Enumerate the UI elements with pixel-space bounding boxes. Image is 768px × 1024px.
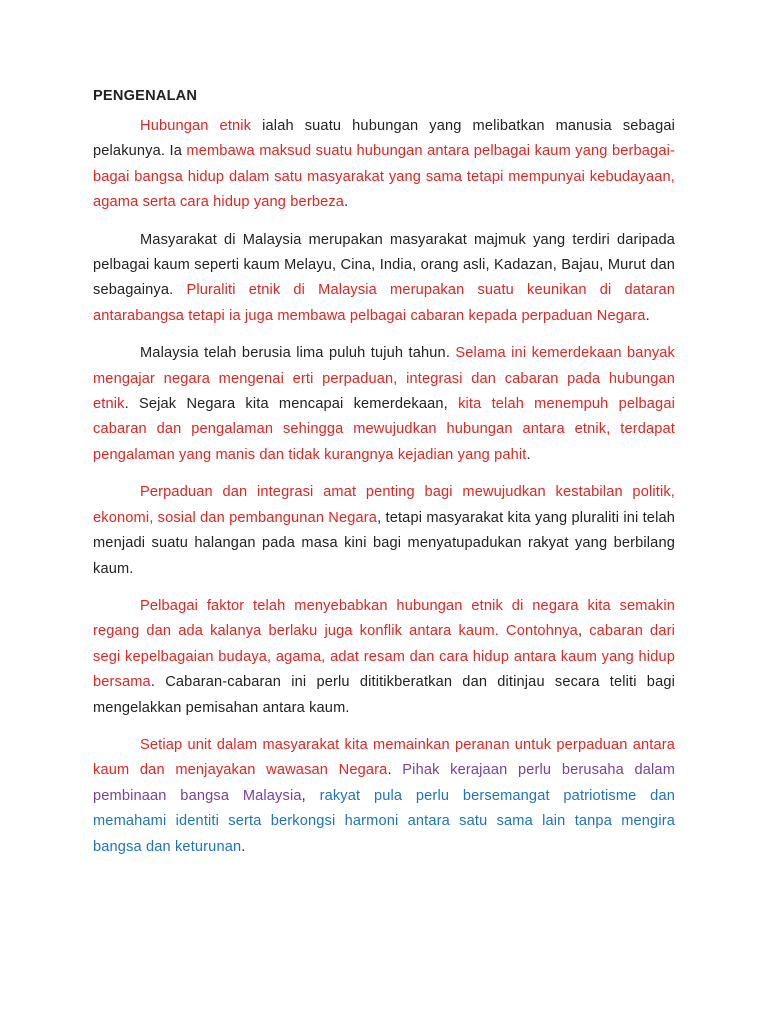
text-segment: . [526,446,531,463]
text-segment: Hubungan etnik [140,118,252,134]
text-segment: . Sejak Negara kita mencapai kemerdekaan, [124,396,459,413]
text-segment: Pelbagai faktor telah menyebabkan hubungan etnik di negara kita semakin regang dan ada kalanya berlaku juga konflik antara kaum. Contohnya [93,597,675,640]
text-segment: . [645,307,650,324]
text-segment: membawa maksud suatu hubungan antara pelbagai kaum yang berbagai-bagai bangsa hidup dalam satu masyarakat yang sama tetapi mempunyai kebudayaan, agama serta cara hidup yang berbeza [93,143,675,211]
text-segment: Setiap unit dalam masyarakat kita memainkan peranan untuk perpaduan antara kaum dan menjayakan wawasan Negara [93,736,675,779]
text-segment: Selama ini kemerdekaan banyak mengajar negara mengenai erti perpaduan, integrasi dan cabaran pada hubungan etnik [93,345,675,413]
paragraph [93,480,675,582]
section-heading: PENGENALAN [93,88,198,104]
text-segment: rakyat pula perlu bersemangat patriotisme dan memahami identiti serta berkongsi harmoni antara satu sama lain tanpa mengira bangsa dan keturunan [93,787,675,855]
paragraph [93,733,675,860]
text-segment: . [387,762,403,779]
paragraph [93,594,675,721]
text-segment: , tetapi masyarakat kita yang pluraliti ini telah menjadi suatu halangan pada masa kini bagi menyatupadukan rakyat yang berbilang kaum. [93,509,675,577]
text-segment: Malaysia telah berusia lima puluh tujuh tahun. [140,345,456,362]
text-segment: Perpaduan dan integrasi amat penting bagi mewujudkan kestabilan politik, ekonomi, sosial dan pembangunan Negara [93,484,675,526]
paragraph-list [93,114,675,860]
paragraph [93,341,675,468]
text-segment: . Cabaran-cabaran ini perlu dititikberatkan dan ditinjau secara teliti bagi mengelakkan pemisahan antara kaum. [93,674,675,716]
paragraph [93,114,675,216]
text-segment: . [241,838,246,855]
text-segment: , [301,787,320,804]
text-segment: Masyarakat di Malaysia merupakan masyarakat majmuk yang terdiri daripada pelbagai kaum seperti kaum Melayu, Cina, India, orang asli, Kadazan, Bajau, Murut dan sebagainya. [93,231,675,299]
text-segment: ialah suatu hubungan yang melibatkan manusia sebagai pelakunya. Ia [93,118,675,160]
text-segment: cabaran dari segi kepelbagaian budaya, agama, adat resam dan cara hidup antara kaum yang hidup bersama [93,623,675,691]
paragraph [93,228,675,330]
text-segment: Pihak kerajaan perlu berusaha dalam pembinaan bangsa Malaysia [93,762,676,804]
text-segment: , [577,623,590,640]
document-body [93,86,675,872]
text-segment: Pluraliti etnik di Malaysia merupakan suatu keunikan di dataran antarabangsa tetapi ia juga membawa pelbagai cabaran kepada perpaduan Negara [93,282,675,324]
text-segment: kita telah menempuh pelbagai cabaran dan pengalaman sehingga mewujudkan hubungan antara etnik, terdapat pengalaman yang manis dan tidak kurangnya kejadian yang pahit [93,396,675,463]
text-segment: . [344,194,349,211]
